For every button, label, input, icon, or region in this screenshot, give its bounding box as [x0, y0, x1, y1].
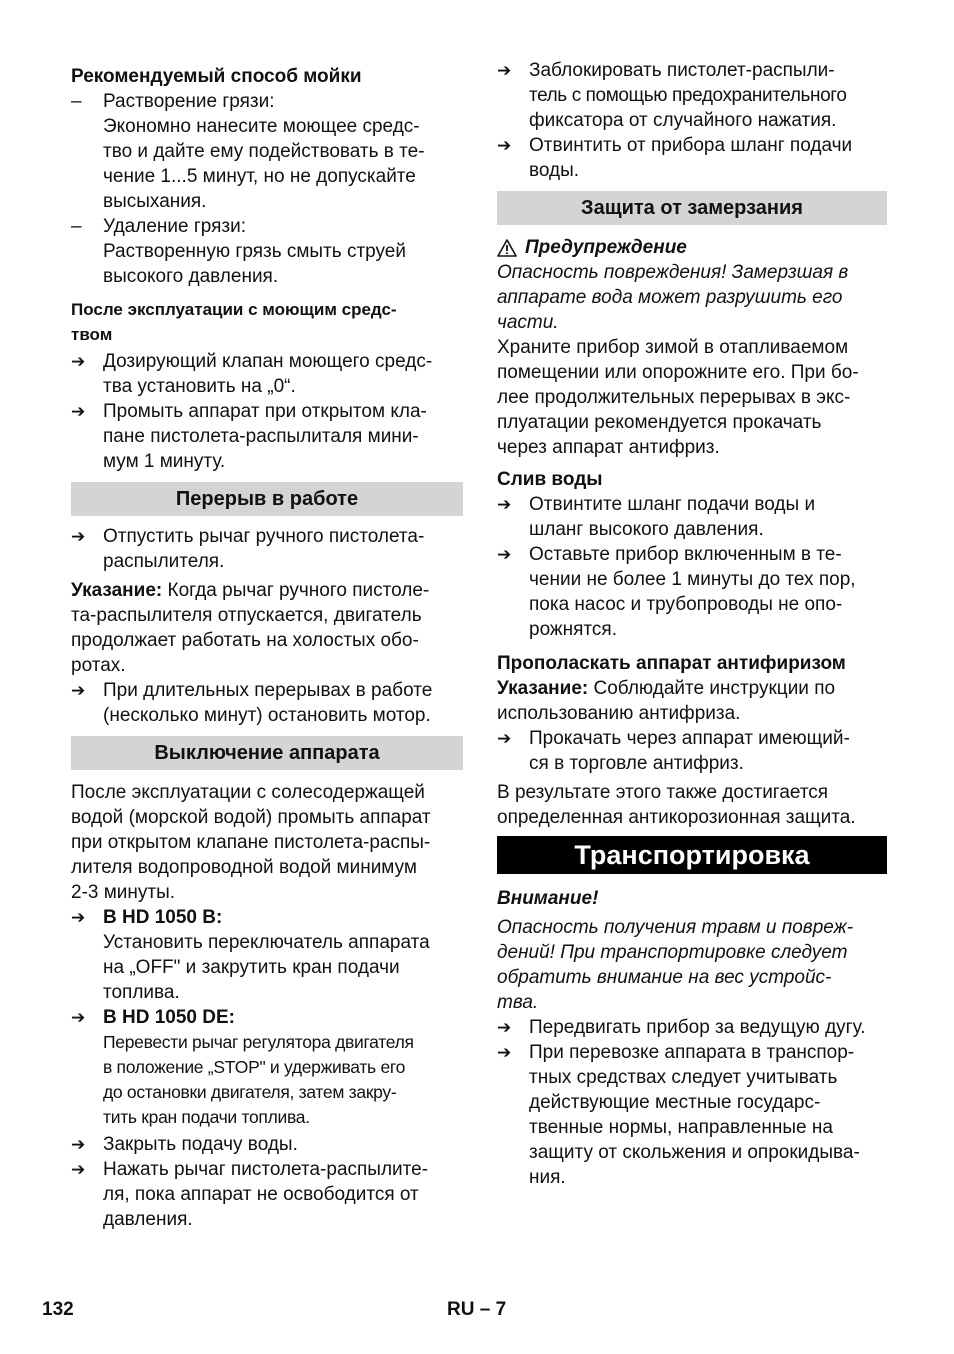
text-line: тва.: [497, 992, 539, 1013]
warning-triangle-icon: [497, 239, 517, 257]
dash-marker: –: [71, 216, 82, 237]
text-line: Отпустить рычаг ручного пистолета-: [103, 526, 425, 547]
chapter-bar-transport: Транспортировка: [497, 836, 887, 874]
text-line: Закрыть подачу воды.: [103, 1134, 298, 1155]
page-number: 132: [42, 1299, 74, 1320]
text-line: После эксплуатации с солесодержащей: [71, 782, 425, 803]
text-line: ся в торговле антифриз.: [529, 753, 744, 774]
section-label: RU – 7: [447, 1299, 507, 1320]
text-line: При перевозке аппарата в транспор-: [529, 1042, 855, 1063]
text-line: защиту от скольжения и опрокидыва-: [529, 1142, 860, 1163]
arrow-right-icon: ➔: [497, 61, 512, 80]
dash-item-dissolve: [71, 89, 463, 114]
text-line: тво и дайте ему подействовать в те-: [103, 141, 425, 162]
arrow-item: [497, 492, 887, 542]
text-line: тва установить на „0“.: [103, 376, 296, 397]
arrow-right-icon: ➔: [497, 1018, 512, 1037]
arrow-item-body: [71, 930, 463, 1005]
text-line: продолжает работать на холостых обо-: [71, 630, 419, 651]
text-line: Экономно нанесите моющее средс-: [103, 116, 420, 137]
warning-body: [497, 260, 887, 335]
attention-body: [497, 915, 887, 1015]
text-line: Опасность получения травм и повреж-: [497, 917, 854, 938]
model-label: В HD 1050 B:: [103, 907, 223, 928]
text-line: воды.: [529, 160, 580, 181]
text-line: Нажать рычаг пистолета-распылите-: [103, 1159, 429, 1180]
text-line: давления.: [103, 1209, 193, 1230]
antifreeze-paragraph: [497, 780, 887, 830]
text-line: лее продолжительных перерывах в экс-: [497, 387, 851, 408]
text-line: дений! При транспортировке следует: [497, 942, 848, 963]
heading-drain-water: Слив воды: [497, 469, 603, 490]
dash-marker: –: [71, 91, 82, 112]
arrow-item: [71, 524, 463, 574]
arrow-item: [497, 542, 887, 642]
text-line: водой (морской водой) промыть аппарат: [71, 807, 431, 828]
right-column: [497, 58, 887, 1190]
note-label: Указание:: [71, 580, 163, 601]
arrow-right-icon: ➔: [71, 908, 86, 927]
text-line: Отвинтить от прибора шланг подачи: [529, 135, 853, 156]
text-line: фиксатора от случайного нажатия.: [529, 110, 837, 131]
arrow-right-icon: ➔: [71, 402, 86, 421]
arrow-right-icon: ➔: [71, 1008, 86, 1027]
text-line: Передвигать прибор за ведущую дугу.: [529, 1017, 866, 1038]
text-line: чении не более 1 минуты до тех пор,: [529, 569, 856, 590]
text-line: пане пистолета-распылиталя мини-: [103, 426, 419, 447]
arrow-item: [71, 349, 463, 399]
text-line: при открытом клапане пистолета-распы-: [71, 832, 431, 853]
heading-recommended-wash: Рекомендуемый способ мойки: [71, 66, 362, 87]
section-bar-shutdown: Выключение аппарата: [71, 736, 463, 770]
text-line: Дозирующий клапан моющего средс-: [103, 351, 433, 372]
frost-paragraph: [497, 335, 887, 460]
text-line: (несколько минут) остановить мотор.: [103, 705, 431, 726]
arrow-item: [71, 1132, 463, 1157]
text-line: Отвинтите шланг подачи воды и: [529, 494, 816, 515]
text-line: Храните прибор зимой в отапливаемом: [497, 337, 849, 358]
arrow-right-icon: ➔: [71, 1135, 86, 1154]
text-line: тить кран подачи топлива.: [103, 1107, 310, 1127]
text-line: плуатации рекомендуется прокачать: [497, 412, 822, 433]
arrow-item: [497, 133, 887, 183]
text-line: Когда рычаг ручного пистоле-: [162, 580, 430, 601]
model-label: В HD 1050 DE:: [103, 1007, 235, 1028]
shutdown-paragraph: [71, 780, 463, 905]
text-line: пока насос и трубопроводы не опо-: [529, 594, 843, 615]
text-line: тных средствах следует учитывать: [529, 1067, 838, 1088]
dash-item-label: Растворение грязи:: [103, 91, 275, 112]
text-line: распылителя.: [103, 551, 225, 572]
dash-item-remove: [71, 214, 463, 239]
text-line: Промыть аппарат при открытом кла-: [103, 401, 427, 422]
arrow-item: [71, 1157, 463, 1232]
text-line: через аппарат антифриз.: [497, 437, 720, 458]
arrow-item-hd1050b: [71, 905, 463, 930]
heading-rinse-antifreeze: Прополаскать аппарат антифиризом: [497, 653, 846, 674]
note-paragraph: [71, 578, 463, 678]
text-line: Оставьте прибор включенным в те-: [529, 544, 842, 565]
text-line: В результате этого также достигается: [497, 782, 829, 803]
arrow-item-body: [71, 1030, 463, 1130]
arrow-right-icon: ➔: [71, 352, 86, 371]
text-line: высокого давления.: [103, 266, 279, 287]
arrow-item: [497, 1015, 887, 1040]
text-line: Растворенную грязь смыть струей: [103, 241, 406, 262]
warning-heading: [497, 235, 887, 260]
text-line: та-распылителя отпускается, двигатель: [71, 605, 422, 626]
text-line: Установить переключатель аппарата: [103, 932, 430, 953]
section-bar-break: Перерыв в работе: [71, 482, 463, 516]
note-label: Указание:: [497, 678, 589, 699]
attention-title: Внимание!: [497, 888, 599, 909]
arrow-right-icon: ➔: [497, 136, 512, 155]
text-line: рожнятся.: [529, 619, 617, 640]
text-line: твом: [71, 325, 113, 344]
text-line: тель с помощью предохранительного: [529, 85, 847, 106]
text-line: мум 1 минуту.: [103, 451, 226, 472]
arrow-item-hd1050de: [71, 1005, 463, 1030]
text-line: Соблюдайте инструкции по: [588, 678, 836, 699]
arrow-right-icon: ➔: [497, 729, 512, 748]
text-line: Опасность повреждения! Замерзшая в: [497, 262, 849, 283]
text-line: до остановки двигателя, затем закру-: [103, 1082, 397, 1102]
arrow-item: [497, 726, 887, 776]
heading-after-detergent: [71, 297, 463, 347]
text-line: ротах.: [71, 655, 126, 676]
arrow-right-icon: ➔: [497, 545, 512, 564]
dash-item-label: Удаление грязи:: [103, 216, 247, 237]
text-line: ля, пока аппарат не освободится от: [103, 1184, 419, 1205]
text-line: Перевести рычаг регулятора двигателя: [103, 1032, 414, 1052]
text-line: части.: [497, 312, 559, 333]
text-line: Прокачать через аппарат имеющий-: [529, 728, 850, 749]
text-line: При длительных перерывах в работе: [103, 680, 433, 701]
text-line: лителя водопроводной водой минимум: [71, 857, 417, 878]
arrow-right-icon: ➔: [71, 527, 86, 546]
note-paragraph: [497, 676, 887, 726]
arrow-right-icon: ➔: [71, 1160, 86, 1179]
dash-item-body: [71, 239, 463, 289]
text-line: аппарате вода может разрушить его: [497, 287, 843, 308]
text-line: шланг высокого давления.: [529, 519, 764, 540]
text-line: топлива.: [103, 982, 180, 1003]
text-line: определенная антикорозионная защита.: [497, 807, 856, 828]
arrow-right-icon: ➔: [497, 1043, 512, 1062]
arrow-right-icon: ➔: [71, 681, 86, 700]
arrow-item: [497, 1040, 887, 1190]
text-line: в положение „STOP" и удерживать его: [103, 1057, 406, 1077]
arrow-item: [71, 678, 463, 728]
section-bar-frost: Защита от замерзания: [497, 191, 887, 225]
text-line: действующие местные государс-: [529, 1092, 821, 1113]
left-column: [71, 64, 463, 1232]
arrow-item: [497, 58, 887, 133]
warning-title: Предупреждение: [525, 237, 687, 258]
text-line: помещении или опорожните его. При бо-: [497, 362, 859, 383]
text-line: высыхания.: [103, 191, 207, 212]
text-line: обратить внимание на вес устройс-: [497, 967, 832, 988]
text-line: ния.: [529, 1167, 566, 1188]
arrow-item: [71, 399, 463, 474]
text-line: на „OFF" и закрутить кран подачи: [103, 957, 400, 978]
text-line: использованию антифриза.: [497, 703, 741, 724]
text-line: Заблокировать пистолет-распыли-: [529, 60, 835, 81]
arrow-right-icon: ➔: [497, 495, 512, 514]
text-line: 2-3 минуты.: [71, 882, 176, 903]
text-line: твенные нормы, направленные на: [529, 1117, 833, 1138]
dash-item-body: [71, 114, 463, 214]
text-line: чение 1...5 минут, но не допускайте: [103, 166, 416, 187]
text-line: После эксплуатации с моющим средс-: [71, 300, 397, 319]
